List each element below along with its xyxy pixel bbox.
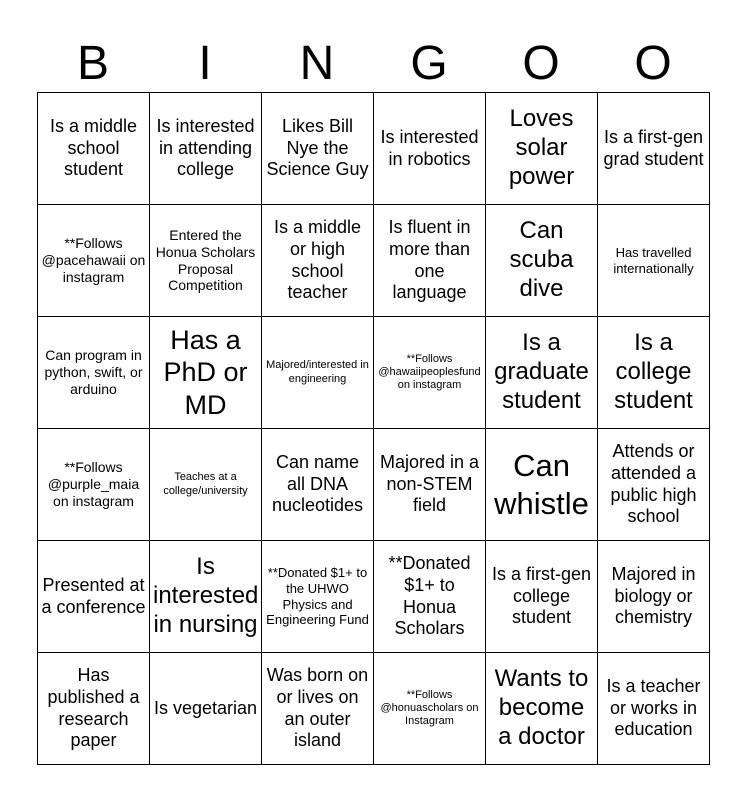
bingo-cell: **Follows @honuascholars on Instagram xyxy=(374,653,486,765)
bingo-cell: Is a first-gen college student xyxy=(486,541,598,653)
bingo-cell: Is a college student xyxy=(598,317,710,429)
header-letter: G xyxy=(410,37,448,90)
bingo-cell: Teaches at a college/university xyxy=(150,429,262,541)
bingo-cell: Has travelled internationally xyxy=(598,205,710,317)
bingo-cell: **Follows @purple_maia on instagram xyxy=(38,429,150,541)
bingo-cell: Attends or attended a public high school xyxy=(598,429,710,541)
bingo-cell: Entered the Honua Scholars Proposal Competition xyxy=(150,205,262,317)
bingo-cell: Is a first-gen grad student xyxy=(598,93,710,205)
header-letter: N xyxy=(299,37,335,90)
header-letter: O xyxy=(634,37,672,90)
bingo-grid xyxy=(37,92,710,765)
bingo-cell: Majored/interested in engineering xyxy=(262,317,374,429)
bingo-row xyxy=(38,429,710,541)
bingo-cell: Can whistle xyxy=(486,429,598,541)
bingo-cell: **Follows @hawaiipeoplesfund on instagram xyxy=(374,317,486,429)
bingo-cell: Can name all DNA nucleotides xyxy=(262,429,374,541)
bingo-cell: Is a middle or high school teacher xyxy=(262,205,374,317)
bingo-cell: **Donated $1+ to the UHWO Physics and Engineering Fund xyxy=(262,541,374,653)
bingo-row xyxy=(38,317,710,429)
bingo-cell: Can scuba dive xyxy=(486,205,598,317)
header-letter: B xyxy=(76,37,109,90)
bingo-cell: Is fluent in more than one language xyxy=(374,205,486,317)
bingo-row xyxy=(38,653,710,765)
bingo-row xyxy=(38,541,710,653)
bingo-cell: Is vegetarian xyxy=(150,653,262,765)
bingo-header xyxy=(37,36,709,92)
bingo-cell: **Donated $1+ to Honua Scholars xyxy=(374,541,486,653)
bingo-cell: Majored in biology or chemistry xyxy=(598,541,710,653)
bingo-cell: Likes Bill Nye the Science Guy xyxy=(262,93,374,205)
bingo-cell: Wants to become a doctor xyxy=(486,653,598,765)
bingo-cell: Loves solar power xyxy=(486,93,598,205)
bingo-row xyxy=(38,205,710,317)
bingo-cell: Has a PhD or MD xyxy=(150,317,262,429)
header-letter: I xyxy=(198,37,212,90)
bingo-cell: **Follows @pacehawaii on instagram xyxy=(38,205,150,317)
bingo-cell: Is a graduate student xyxy=(486,317,598,429)
bingo-cell: Is interested in robotics xyxy=(374,93,486,205)
bingo-cell: Has published a research paper xyxy=(38,653,150,765)
bingo-cell: Is a teacher or works in education xyxy=(598,653,710,765)
bingo-cell: Presented at a conference xyxy=(38,541,150,653)
bingo-cell: Majored in a non-STEM field xyxy=(374,429,486,541)
header-letter: O xyxy=(522,37,560,90)
bingo-cell: Is a middle school student xyxy=(38,93,150,205)
bingo-row xyxy=(38,93,710,205)
bingo-cell: Is interested in attending college xyxy=(150,93,262,205)
bingo-cell: Is interested in nursing xyxy=(150,541,262,653)
bingo-cell: Can program in python, swift, or arduino xyxy=(38,317,150,429)
bingo-cell: Was born on or lives on an outer island xyxy=(262,653,374,765)
